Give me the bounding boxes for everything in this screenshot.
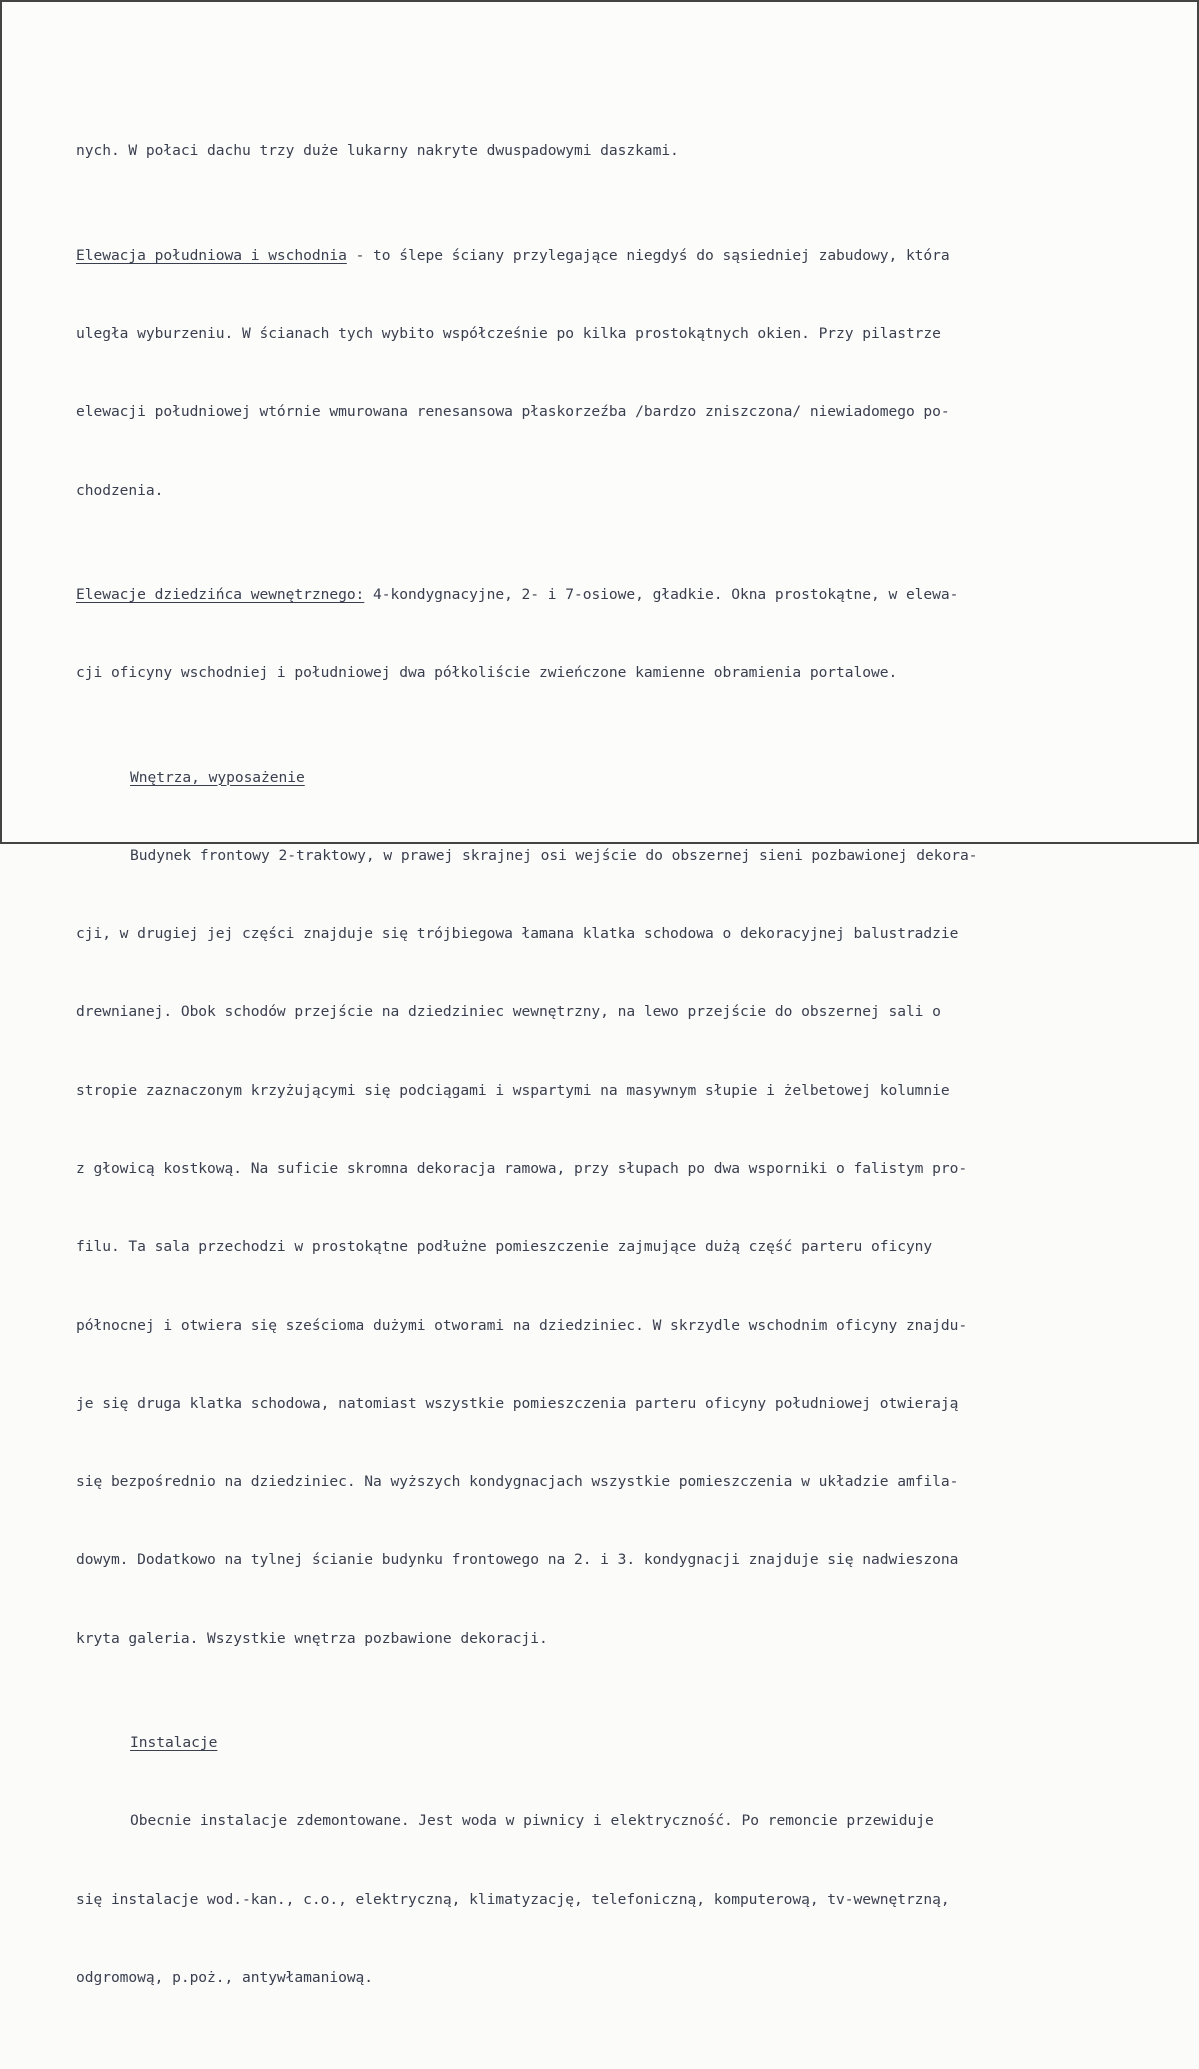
text-line: uległa wyburzeniu. W ścianach tych wybito współcześnie po kilka prostokątnych okien. Przy pilastrze (76, 324, 941, 342)
text-line (76, 765, 1156, 791)
text-line: dowym. Dodatkowo na tylnej ścianie budynku frontowego na 2. i 3. kondygnacji znajduje się nadwieszona (76, 1551, 959, 1569)
text-fragment: 4-kondygnacyjne, 2- i 7-osiowe, gładkie. Okna prostokątne, w elewa- (364, 585, 959, 603)
text-line: się instalacje wod.-kan., c.o., elektryczną, klimatyzację, telefoniczną, komputerową, tv-wewnętrzną, (76, 1890, 950, 1908)
section-heading-installations: Instalacje (130, 1734, 218, 1751)
text-line: stropie zaznaczonym krzyżującymi się podciągami i wspartymi na masywnym słupie i żelbetowej kolumnie (76, 1081, 950, 1099)
text-line (76, 1730, 1156, 1756)
typewritten-text (76, 60, 1156, 2069)
text-line: się bezpośrednio na dziedziniec. Na wyższych kondygnacjach wszystkie pomieszczenia w układzie amfila- (76, 1473, 959, 1491)
text-line: filu. Ta sala przechodzi w prostokątne podłużne pomieszczenie zajmujące dużą część parteru oficyny (76, 1238, 933, 1256)
text-line: północnej i otwiera się sześcioma dużymi otworami na dziedziniec. W skrzydle wschodnim oficyny znajdu- (76, 1316, 968, 1334)
section-heading-elevation-courtyard: Elewacje dziedzińca wewnętrznego: (76, 585, 365, 603)
section-heading-interiors: Wnętrza, wyposażenie (130, 768, 305, 786)
text-line: chodzenia. (76, 481, 164, 499)
text-line: kryta galeria. Wszystkie wnętrza pozbawione dekoracji. (76, 1629, 548, 1647)
text-line (76, 243, 1156, 269)
text-line: Obecnie instalacje zdemontowane. Jest woda w piwnicy i elektryczność. Po remoncie przewiduje (130, 1812, 934, 1830)
text-line: cji oficyny wschodniej i południowej dwa półkoliście zwieńczone kamienne obramienia portalowe. (76, 664, 898, 682)
text-line: nych. W połaci dachu trzy duże lukarny nakryte dwuspadowymi daszkami. (76, 142, 679, 160)
text-line: cji, w drugiej jej części znajduje się trójbiegowa łamana klatka schodowa o dekoracyjnej balustradzie (76, 925, 959, 943)
text-line: Budynek frontowy 2-traktowy, w prawej skrajnej osi wejście do obszernej sieni pozbawionej dekora- (130, 846, 978, 864)
text-line: drewnianej. Obok schodów przejście na dziedziniec wewnętrzny, na lewo przejście do obszernej sali o (76, 1003, 941, 1021)
text-line: odgromową, p.poż., antywłamaniową. (76, 1968, 374, 1986)
text-fragment: - to ślepe ściany przylegające niegdyś do sąsiedniej zabudowy, która (346, 246, 950, 264)
text-line: je się druga klatka schodowa, natomiast wszystkie pomieszczenia parteru oficyny południowej otwierają (76, 1394, 959, 1412)
text-line: elewacji południowej wtórnie wmurowana renesansowa płaskorzeźba /bardzo zniszczona/ niewiadomego po- (76, 403, 950, 421)
text-line (76, 582, 1156, 608)
section-heading-elevation-south-east: Elewacja południowa i wschodnia (76, 246, 347, 264)
text-line: z głowicą kostkową. Na suficie skromna dekoracja ramowa, przy słupach po dwa wsporniki o falistym pro- (76, 1159, 968, 1177)
